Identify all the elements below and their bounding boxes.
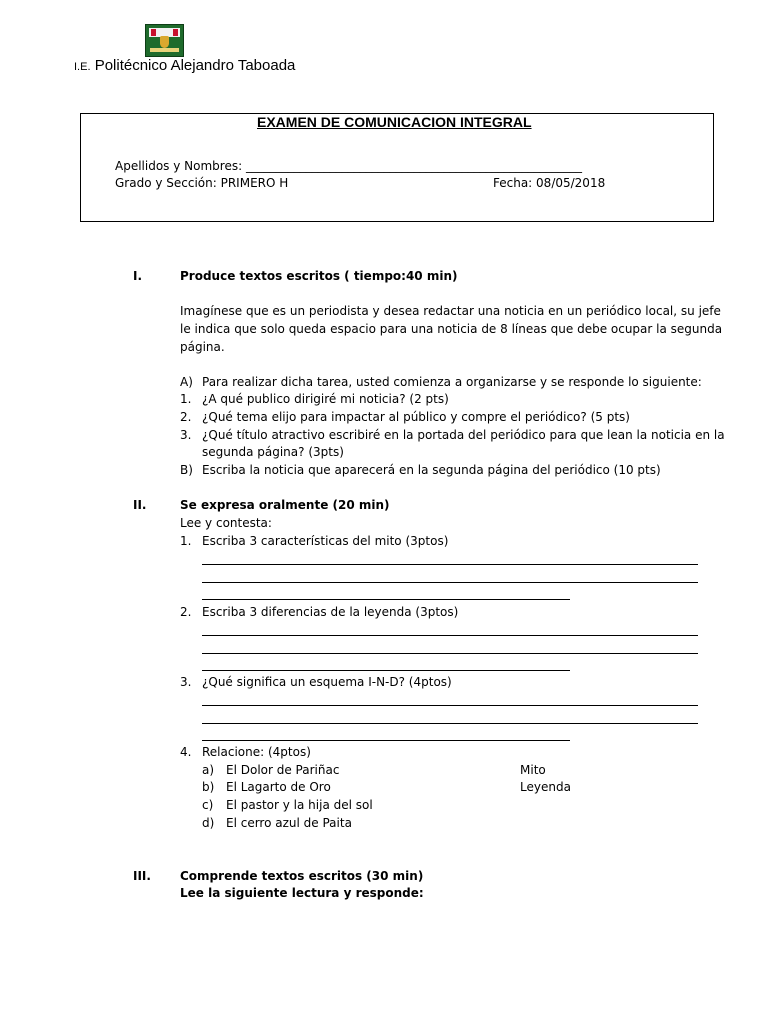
relate-item-text: El cerro azul de Paita <box>226 816 352 830</box>
answer-line <box>202 705 698 706</box>
relate-item-text: El pastor y la hija del sol <box>226 798 373 812</box>
s2-q4-number: 4. <box>180 745 192 759</box>
relate-option: Mito <box>520 763 546 777</box>
s2-q2-text: Escriba 3 diferencias de la leyenda (3ptos) <box>202 605 459 619</box>
school-name <box>74 57 295 74</box>
school-name-text: Politécnico Alejandro Taboada <box>94 57 296 74</box>
relate-item-text: El Dolor de Pariñac <box>226 763 340 777</box>
relate-item-label: c) <box>202 798 214 812</box>
relate-item-text: El Lagarto de Oro <box>226 780 331 794</box>
school-prefix: I.E. <box>74 61 91 73</box>
answer-line <box>202 635 698 636</box>
section-2-subtitle: Lee y contesta: <box>180 516 272 530</box>
s1-q3-text-line2: segunda página? (3pts) <box>202 445 344 459</box>
s2-q1-text: Escriba 3 características del mito (3ptos) <box>202 534 449 548</box>
s1-q2-text: ¿Qué tema elijo para impactar al público y compre el periódico? (5 pts) <box>202 410 630 424</box>
answer-line <box>202 740 570 741</box>
school-crest-logo <box>145 24 184 57</box>
section-1-intro-line: página. <box>180 340 225 354</box>
nombres-blank: ________________________________________________________ <box>245 159 582 173</box>
s2-q1-number: 1. <box>180 534 192 548</box>
nombres-label: Apellidos y Nombres: <box>115 159 243 173</box>
s1-q1-text: ¿A qué publico dirigiré mi noticia? (2 pts) <box>202 392 449 406</box>
relate-item-label: b) <box>202 780 215 794</box>
s2-q4-text: Relacione: (4ptos) <box>202 745 311 759</box>
grado-seccion: Grado y Sección: PRIMERO H <box>115 176 289 190</box>
section-3-numeral: III. <box>133 869 151 883</box>
s1-q3-text-line1: ¿Qué título atractivo escribiré en la portada del periódico para que lean la noticia en la <box>202 428 725 442</box>
section-3-subtitle: Lee la siguiente lectura y responde: <box>180 886 424 900</box>
section-2-title: Se expresa oralmente (20 min) <box>180 498 390 512</box>
fecha: Fecha: 08/05/2018 <box>493 176 606 190</box>
answer-line <box>202 723 698 724</box>
section-2-numeral: II. <box>133 498 147 512</box>
s2-q3-number: 3. <box>180 675 192 689</box>
relate-item-label: a) <box>202 763 215 777</box>
section-3-title: Comprende textos escritos (30 min) <box>180 869 424 883</box>
item-b-label: B) <box>180 463 193 477</box>
s1-q2-number: 2. <box>180 410 192 424</box>
relate-item-label: d) <box>202 816 215 830</box>
answer-line <box>202 653 698 654</box>
answer-line <box>202 582 698 583</box>
item-a-label: A) <box>180 375 193 389</box>
answer-line <box>202 564 698 565</box>
answer-line <box>202 670 570 671</box>
s1-q1-number: 1. <box>180 392 192 406</box>
section-1-title: Produce textos escritos ( tiempo:40 min) <box>180 269 458 283</box>
s2-q2-number: 2. <box>180 605 192 619</box>
s2-q3-text: ¿Qué significa un esquema I-N-D? (4ptos) <box>202 675 452 689</box>
s1-q3-number: 3. <box>180 428 192 442</box>
section-1-intro-line: le indica que solo queda espacio para una noticia de 8 líneas que debe ocupar la segunda <box>180 322 723 336</box>
answer-line <box>202 599 570 600</box>
section-1-intro-line: Imagínese que es un periodista y desea redactar una noticia en un periódico local, su jefe <box>180 304 721 318</box>
nombres-row <box>115 157 582 175</box>
exam-title: EXAMEN DE COMUNICACION INTEGRAL <box>257 114 532 130</box>
section-1-numeral: I. <box>133 269 143 283</box>
item-b-text: Escriba la noticia que aparecerá en la segunda página del periódico (10 pts) <box>202 463 661 477</box>
item-a-text: Para realizar dicha tarea, usted comienza a organizarse y se responde lo siguiente: <box>202 375 702 389</box>
relate-option: Leyenda <box>520 780 571 794</box>
